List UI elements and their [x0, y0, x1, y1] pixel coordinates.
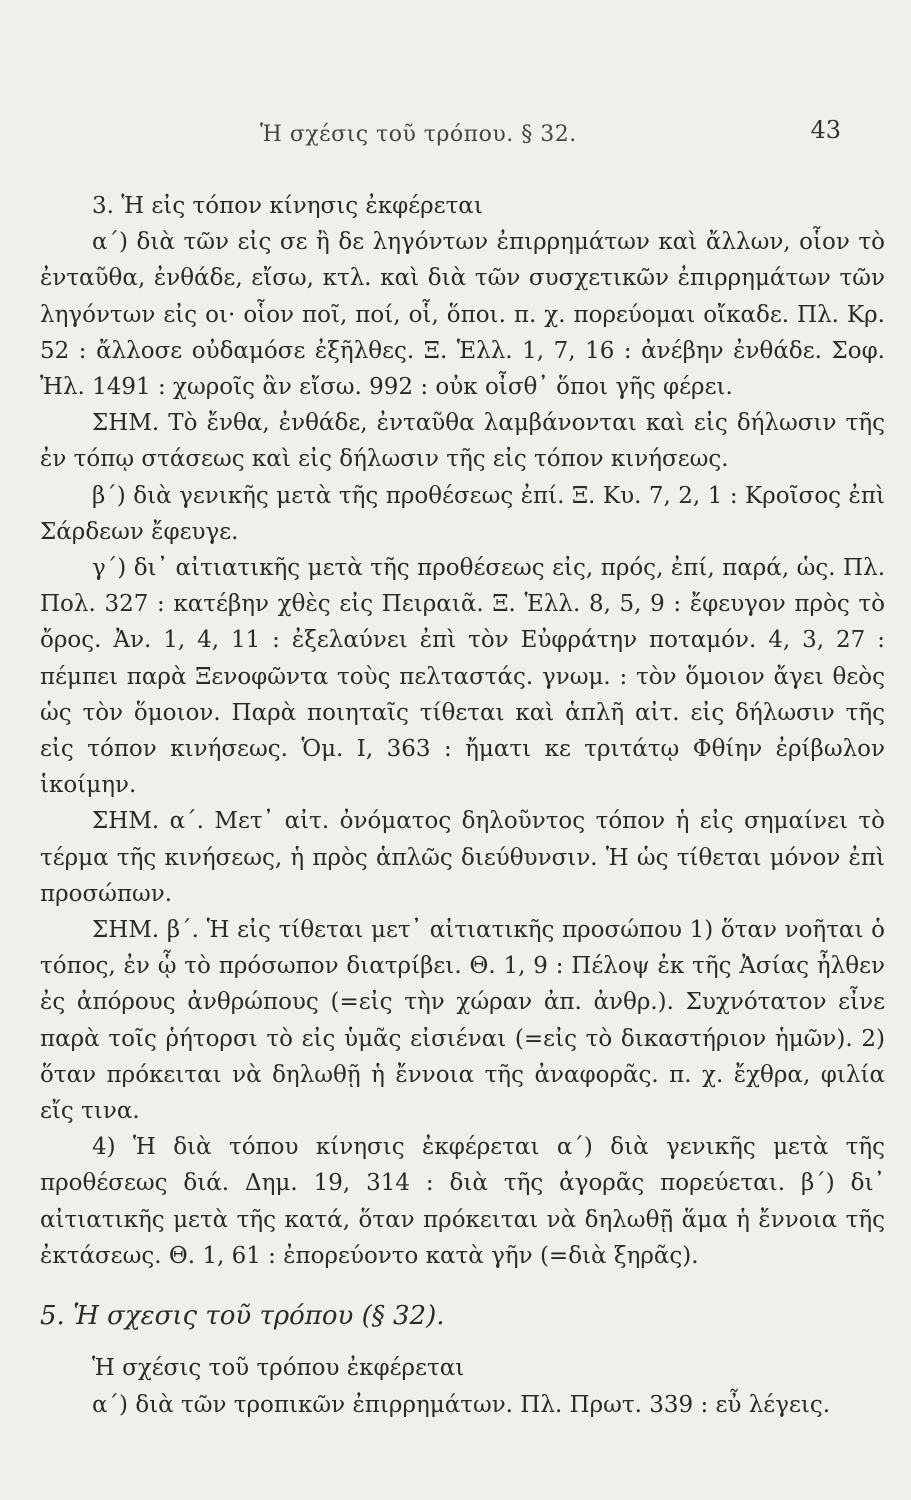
paragraph-gamma-accusative: γ΄) δι᾽ αἰτιατικῆς μετὰ τῆς προθέσεως εἰς, πρός, ἐπί, παρά, ὡς. Πλ. Πολ. 327 : κατέβην χθὲς εἰς Πειραιᾶ. Ξ. Ἑλλ. 8, 5, 9 : ἔφευγον πρὸς τὸ ὄρος. Ἀν. 1, 4, 11 : ἐξελαύνει ἐπὶ τὸν Εὐφράτην ποταμόν. 4, 3, 27 : πέμπει παρὰ Ξενοφῶντα τοὺς πελταστάς. γνωμ. : τὸν ὅμοιον ἄγει θεὸς ὡς τὸν ὅμοιον. Παρὰ ποιηταῖς τίθεται καὶ ἁπλῆ αἰτ. εἰς δήλωσιν τῆς εἰς τόπον κινήσεως. Ὁμ. Ι, 363 : ἤματι κε τριτάτῳ Φθίην ἐρίβωλον ἱκοίμην. — [40, 555, 885, 799]
page-body — [40, 188, 885, 1423]
paragraph-motion-to-place-intro: 3. Ἡ εἰς τόπον κίνησις ἐκφέρεται — [92, 193, 483, 219]
paragraph-manner-intro: Ἡ σχέσις τοῦ τρόπου ἐκφέρεται — [92, 1355, 465, 1382]
paragraph-motion-through-place: 4) Ἡ διὰ τόπου κίνησις ἐκφέρεται α΄) διὰ γενικῆς μετὰ τῆς προθέσεως διά. Δημ. 19, 314 : διὰ τῆς ἀγορᾶς πορεύεται. β΄) δι᾽ αἰτιατικῆς μετὰ τῆς κατά, ὅταν πρόκειται νὰ δηλωθῇ ἅμα ἡ ἔννοια τῆς ἐκτάσεως. Θ. 1, 61 : ἐπορεύοντο κατὰ γῆν (=διὰ ξηρᾶς). — [40, 1134, 885, 1269]
paragraph-alpha-adverbs: α΄) διὰ τῶν εἰς σε ἢ δε ληγόντων ἐπιρρημάτων καὶ ἄλλων, οἷον τὸ ἐνταῦθα, ἐνθάδε, εἴσω, κτλ. καὶ διὰ τῶν συσχετικῶν ἐπιρρημάτων τῶν ληγόντων εἰς οι· οἷον ποῖ, ποί, οἷ, ὅποι. π. χ. πορεύομαι οἴκαδε. Πλ. Κρ. 52 : ἄλλοσε οὐδαμόσε ἐξῆλθες. Ξ. Ἑλλ. 1, 7, 16 : ἀνέβην ἐνθάδε. Σοφ. Ἠλ. 1491 : χωροῖς ἂν εἴσω. 992 : οὐκ οἶσθ᾽ ὅποι γῆς φέρει. — [40, 229, 885, 401]
section-title: 5. Ἡ σχεσις τοῦ τρόπου (§ 32). — [40, 1301, 445, 1332]
paragraph-note-alpha: ΣΗΜ. α΄. Μετ᾽ αἰτ. ὀνόματος δηλοῦντος τόπον ἡ εἰς σημαίνει τὸ τέρμα τῆς κινήσεως, ἡ πρὸς ἁπλῶς διεύθυνσιν. Ἡ ὡς τίθεται μόνον ἐπὶ προσώπων. — [40, 808, 885, 907]
page-number: 43 — [810, 116, 841, 144]
paragraph-note-beta: ΣΗΜ. β΄. Ἡ εἰς τίθεται μετ᾽ αἰτιατικῆς προσώπου 1) ὅταν νοῆται ὁ τόπος, ἐν ᾧ τὸ πρόσωπον διατρίβει. Θ. 1, 9 : Πέλοψ ἐκ τῆς Ἀσίας ἦλθεν ἐς ἀπόρους ἀνθρώπους (=εἰς τὴν χώραν ἀπ. ἀνθρ.). Συχνότατον εἶνε παρὰ τοῖς ῥήτορσι τὸ εἰς ὑμᾶς εἰσιέναι (=εἰς τὸ δικαστήριον ἡμῶν). 2) ὅταν πρόκειται νὰ δηλωθῇ ἡ ἔννοια τῆς ἀναφορᾶς. π. χ. ἔχθρα, φιλία εἴς τινα. — [40, 917, 885, 1125]
page-header — [60, 112, 871, 152]
paragraph-note-entha: ΣΗΜ. Τὸ ἔνθα, ἐνθάδε, ἐνταῦθα λαμβάνονται καὶ εἰς δήλωσιν τῆς ἐν τόπῳ στάσεως καὶ εἰς δήλωσιν τῆς εἰς τόπον κινήσεως. — [40, 410, 885, 473]
paragraph-manner-alpha: α΄) διὰ τῶν τροπικῶν ἐπιρρημάτων. Πλ. Πρωτ. 339 : εὖ λέγεις. — [92, 1391, 831, 1418]
running-head: Ἡ σχέσις τοῦ τρόπου. § 32. — [260, 122, 577, 147]
paragraph-beta-genitive: β΄) διὰ γενικῆς μετὰ τῆς προθέσεως ἐπί. Ξ. Κυ. 7, 2, 1 : Κροῖσος ἐπὶ Σάρδεων ἔφευγε. — [40, 482, 885, 545]
